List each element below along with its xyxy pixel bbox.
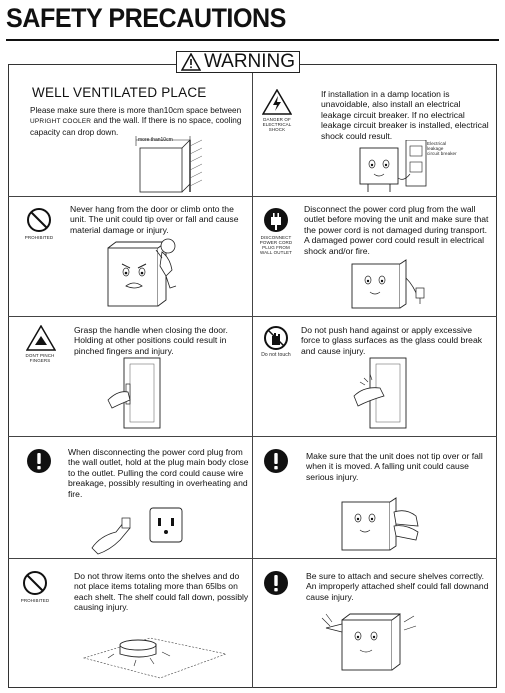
push-glass-text: Do not push hand against or apply excessive force to glass surfaces as the glass could break and cause injury. — [301, 325, 483, 356]
pinch-fingers-icon — [26, 325, 56, 351]
prohibited-label: PROHIBITED — [24, 235, 54, 240]
hold-plug-text: When disconnecting the power cord plug from the wall outlet, hold at the plug main body close to the outlet. Pulling the cord could cause wire breakage, possibly resulting in overheating and fire. — [68, 447, 249, 499]
mandatory-action-icon — [263, 448, 289, 474]
mandatory-action-icon — [26, 448, 52, 474]
ventilation-text: Please make sure there is more than10cm space between UPRIGHT COOLER and the wall. If there is no space, cooling capacity can drop down. — [30, 106, 242, 137]
damp-location-text: If installation in a damp location is unavoidable, also install an electrical leakage circuit breaker. If no electrical leakage circuit breaker is installed, electrical shock could result. — [321, 89, 489, 141]
electrical-shock-icon — [262, 89, 292, 115]
column-divider — [252, 64, 253, 688]
falling-box-illustration — [80, 628, 230, 684]
plug-unit-illustration — [344, 258, 444, 314]
shelf-unit-illustration — [320, 606, 430, 672]
disconnect-plug-text: Disconnect the power cord plug from the wall outlet before moving the unit and make sure that the power cord is not damaged during transport. A damaged power cord could result in electrical shock and/or fire. — [304, 204, 489, 256]
ventilation-illustration — [120, 136, 240, 194]
pinch-fingers-label: DONT PINCH FINGERS — [25, 353, 55, 363]
prohibited-label: PROHIBITED — [20, 598, 50, 603]
tipping-unit-illustration — [336, 494, 436, 554]
warning-triangle-icon — [181, 53, 201, 71]
dimension-label: more than10cm — [138, 137, 173, 143]
warning-label: WARNING — [203, 51, 296, 72]
page-title: SAFETY PRECAUTIONS — [6, 3, 286, 33]
breaker-label: Electrical leakage circuit breaker — [427, 141, 457, 156]
warning-banner — [176, 51, 300, 73]
secure-shelves-text: Be sure to attach and secure shelves correctly. An improperly attached shelf could fall downand cause injury. — [306, 571, 489, 602]
tip-over-text: Make sure that the unit does not tip over or fall when it is moved. A falling unit could cause serious injury. — [306, 451, 483, 482]
title-rule — [6, 39, 499, 41]
disconnect-plug-label: DISCONNECT POWER CORD PLUG FROM WALL OUTLET — [259, 235, 293, 255]
grasp-handle-text: Grasp the handle when closing the door. Holding at other positions could result in pinched fingers and injury. — [74, 325, 228, 356]
do-not-touch-icon — [263, 325, 289, 351]
climbing-child-illustration — [100, 236, 190, 312]
mandatory-action-icon — [263, 570, 289, 596]
disconnect-plug-icon — [263, 207, 289, 233]
outlet-plug-illustration — [90, 500, 200, 556]
prohibited-icon — [22, 570, 48, 596]
throw-items-text: Do not throw items onto the shelves and do not place items totaling more than 65lbs on each shelt. The shelf could fall down, possibly causing injury. — [74, 571, 249, 613]
do-not-touch-label: Do not touch — [261, 352, 291, 358]
glass-door-illustration — [350, 356, 410, 432]
door-handle-illustration — [104, 356, 164, 432]
ventilation-heading: WELL VENTILATED PLACE — [32, 85, 207, 100]
electrical-shock-label: DANGER OF ELECTRICAL SHOCK — [262, 117, 292, 132]
prohibited-icon — [26, 207, 52, 233]
hang-door-text: Never hang from the door or climb onto the unit. The unit could tip over or fall and cause material damage or injury. — [70, 204, 239, 235]
circuit-breaker-illustration — [348, 140, 438, 194]
